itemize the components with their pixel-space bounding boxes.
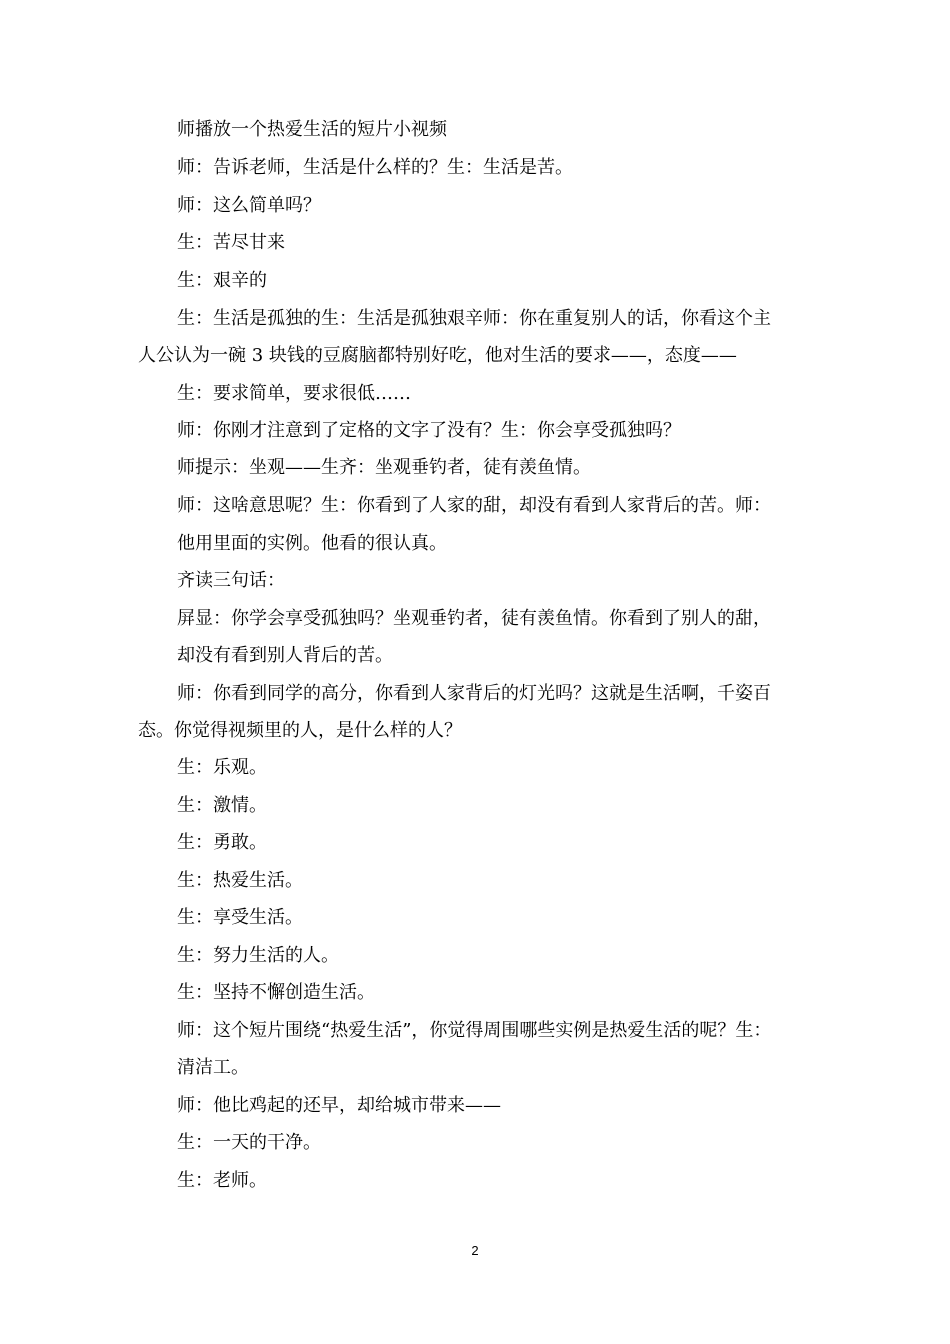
text-line: 态。你觉得视频里的人，是什么样的人？ xyxy=(138,720,462,741)
text-line: 生：激情。 xyxy=(177,795,267,816)
text-line: 师：这个短片围绕“热爱生活”，你觉得周围哪些实例是热爱生活的呢？生： xyxy=(177,1020,772,1041)
text-line: 师：你刚才注意到了定格的文字了没有？生：你会享受孤独吗？ xyxy=(177,420,681,441)
text-line: 生：生活是孤独的生：生活是孤独艰辛师：你在重复别人的话，你看这个主 xyxy=(177,308,771,329)
text-line: 生：坚持不懈创造生活。 xyxy=(177,982,375,1003)
text-line: 师：这啥意思呢？生：你看到了人家的甜，却没有看到人家背后的苦。师： xyxy=(177,495,771,516)
text-line: 生：苦尽甘来 xyxy=(177,232,285,253)
text-line: 师：告诉老师，生活是什么样的？生：生活是苦。 xyxy=(177,157,573,178)
text-line: 他用里面的实例。他看的很认真。 xyxy=(177,533,447,554)
text-line: 人公认为一碗 3 块钱的豆腐脑都特别好吃，他对生活的要求——，态度—— xyxy=(138,345,737,366)
text-line: 生：要求简单，要求很低…… xyxy=(177,383,411,404)
text-line: 生：勇敢。 xyxy=(177,832,267,853)
page-number: 2 xyxy=(471,1243,479,1258)
text-line: 师播放一个热爱生活的短片小视频 xyxy=(177,119,447,140)
text-line: 生：老师。 xyxy=(177,1170,267,1191)
text-line: 屏显：你学会享受孤独吗？坐观垂钓者，徒有羡鱼情。你看到了别人的甜， xyxy=(177,608,771,629)
text-line: 齐读三句话： xyxy=(177,570,285,591)
text-line: 却没有看到别人背后的苦。 xyxy=(177,645,393,666)
text-line: 生：热爱生活。 xyxy=(177,870,303,891)
text-line: 生：享受生活。 xyxy=(177,907,303,928)
text-line: 师提示：坐观——生齐：坐观垂钓者，徒有羡鱼情。 xyxy=(177,457,591,478)
text-line: 生：艰辛的 xyxy=(177,270,267,291)
text-line: 生：一天的干净。 xyxy=(177,1132,321,1153)
text-line: 师：他比鸡起的还早，却给城市带来—— xyxy=(177,1095,501,1116)
text-line: 师：这么简单吗？ xyxy=(177,195,321,216)
text-line: 生：努力生活的人。 xyxy=(177,945,339,966)
text-line: 清洁工。 xyxy=(177,1057,249,1078)
text-line: 师：你看到同学的高分，你看到人家背后的灯光吗？这就是生活啊，千姿百 xyxy=(177,683,771,704)
text-line: 生：乐观。 xyxy=(177,757,267,778)
